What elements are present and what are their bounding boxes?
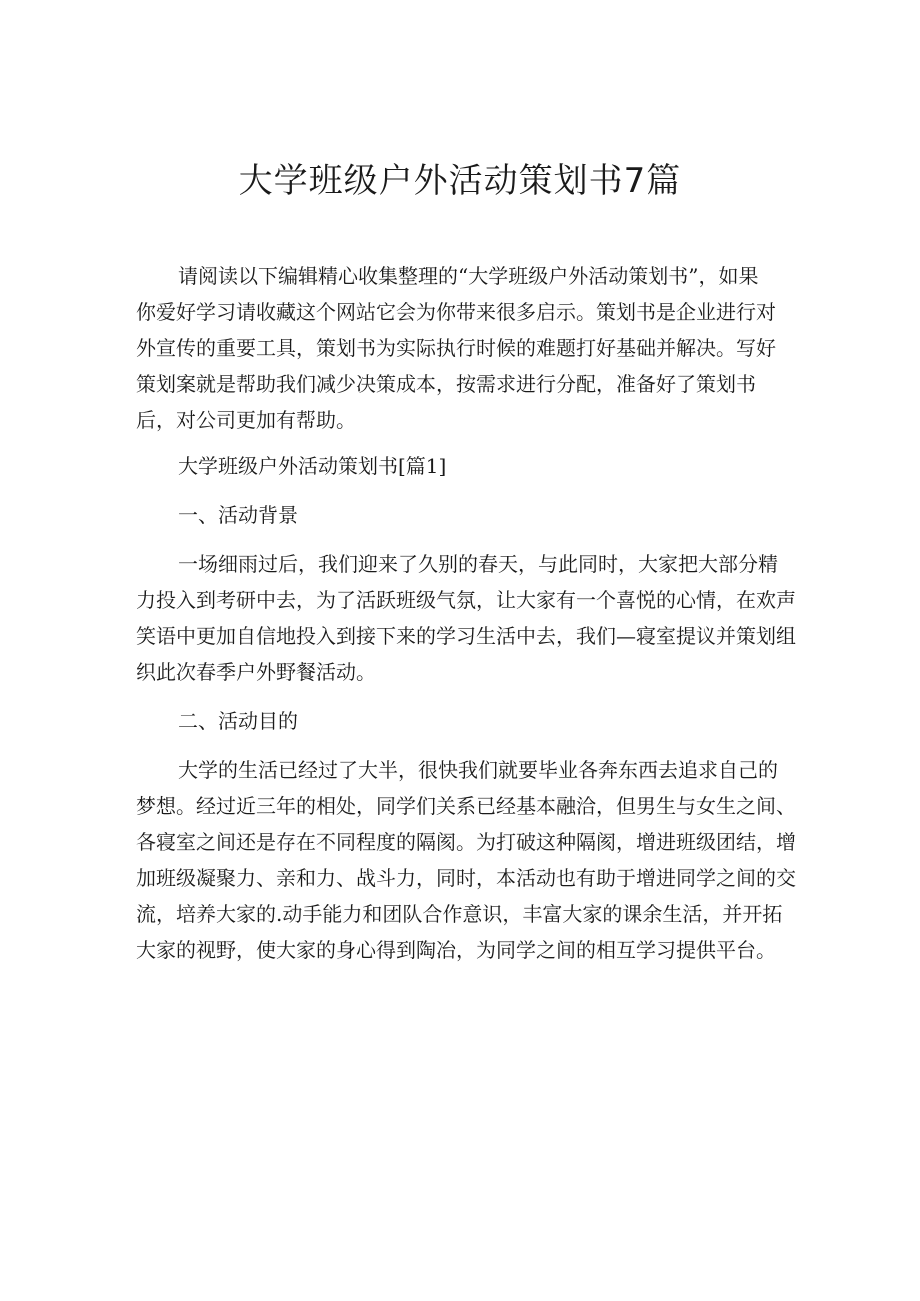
intro-paragraph	[136, 258, 796, 438]
article-heading: 大学班级户外活动策划书[篇1]	[178, 454, 447, 478]
section-heading-purpose: 二、活动目的	[178, 709, 298, 733]
intro-line: 外宣传的重要工具，策划书为实际执行时候的难题打好基础并解决。写好	[136, 336, 776, 360]
purpose-line: 流，培养大家的.动手能力和团队合作意识，丰富大家的课余生活，并开拓	[136, 902, 783, 926]
intro-line: 后，对公司更加有帮助。	[136, 408, 356, 432]
purpose-line: 梦想。经过近三年的相处，同学们关系已经基本融洽，但男生与女生之间、	[136, 794, 796, 818]
purpose-line: 各寝室之间还是存在不同程度的隔阂。为打破这种隔阂，增进班级团结，增	[136, 830, 796, 854]
purpose-line: 加班级凝聚力、亲和力、战斗力，同时，本活动也有助于增进同学之间的交	[136, 866, 796, 890]
intro-line: 请阅读以下编辑精心收集整理的“大学班级户外活动策划书”，如果	[178, 264, 759, 288]
document-title: 大学班级户外活动策划书7篇	[238, 161, 682, 201]
purpose-line: 大家的视野，使大家的身心得到陶冶，为同学之间的相互学习提供平台。	[136, 938, 776, 962]
background-line: 笑语中更加自信地投入到接下来的学习生活中去，我们—寝室提议并策划组	[136, 624, 796, 648]
intro-line: 你爱好学习请收藏这个网站它会为你带来很多启示。策划书是企业进行对	[136, 300, 776, 324]
intro-line: 策划案就是帮助我们减少决策成本，按需求进行分配，准备好了策划书	[136, 372, 756, 396]
purpose-line: 大学的生活已经过了大半，很快我们就要毕业各奔东西去追求自己的	[178, 758, 778, 782]
background-line: 织此次春季户外野餐活动。	[136, 660, 376, 684]
background-paragraph	[136, 546, 796, 690]
background-line: 一场细雨过后，我们迎来了久别的春天，与此同时，大家把大部分精	[178, 552, 778, 576]
background-line: 力投入到考研中去，为了活跃班级气氛，让大家有一个喜悦的心情，在欢声	[136, 588, 796, 612]
document-body	[136, 258, 796, 968]
purpose-paragraph	[136, 752, 796, 968]
section-heading-background: 一、活动背景	[178, 503, 298, 527]
